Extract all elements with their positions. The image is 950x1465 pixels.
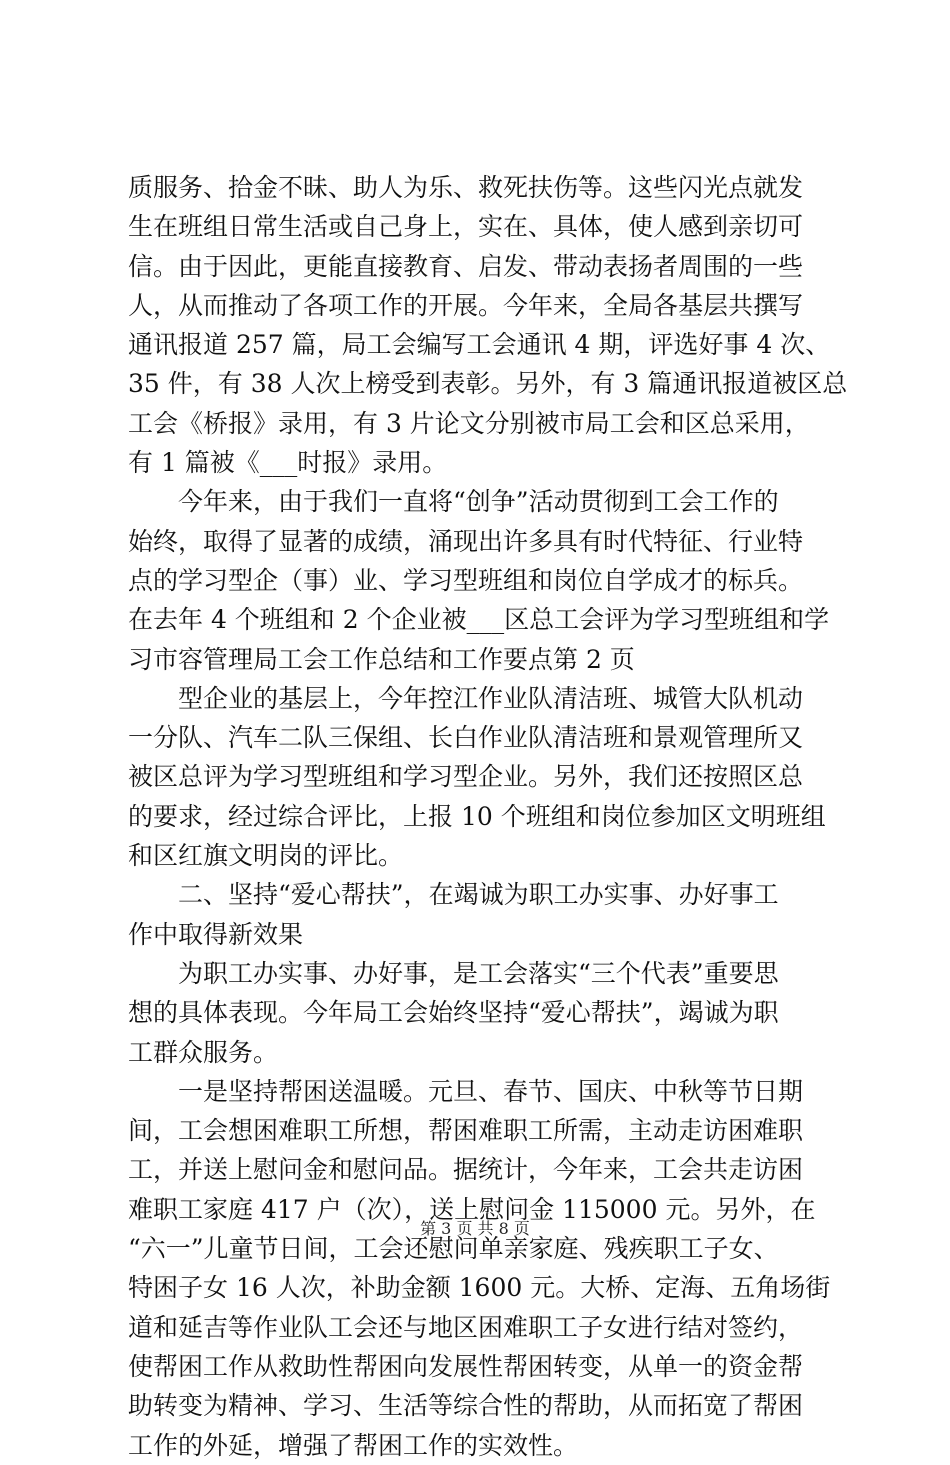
body-line: 质服务、拾金不昧、助人为乐、救死扶伤等。这些闪光点就发 [128, 173, 804, 202]
section-heading: 作中取得新效果 [128, 919, 304, 949]
body-line: 一是坚持帮困送温暖。元旦、春节、国庆、中秋等节日期 [128, 1076, 804, 1106]
body-line: “六一”儿童节日间，工会还慰问单亲家庭、残疾职工子女、 [128, 1234, 779, 1264]
body-line: 被区总评为学习型班组和学习型企业。另外，我们还按照区总 [128, 762, 804, 792]
body-line: 想的具体表现。今年局工会始终坚持“爱心帮扶”，竭诚为职 [128, 998, 779, 1028]
body-line: 工会《桥报》录用，有 3 片论文分别被市局工会和区总采用， [128, 408, 810, 438]
body-line: 和区红旗文明岗的评比。 [128, 841, 404, 871]
body-line: 型企业的基层上，今年控江作业队清洁班、城管大队机动 [128, 683, 804, 713]
body-line: 在去年 4 个班组和 2 个企业被___区总工会评为学习型班组和学 [128, 605, 830, 635]
body-line: 间，工会想困难职工所想，帮困难职工所需，主动走访困难职 [128, 1116, 804, 1146]
body-line: 助转变为精神、学习、生活等综合性的帮助，从而拓宽了帮困 [128, 1391, 804, 1421]
body-line: 通讯报道 257 篇，局工会编写工会通讯 4 期，评选好事 4 次、 [128, 330, 831, 360]
body-line: 道和延吉等作业队工会还与地区困难职工子女进行结对签约， [128, 1312, 804, 1342]
body-line: 信。由于因此，更能直接教育、启发、带动表扬者周围的一些 [128, 251, 804, 281]
body-line: 生在班组日常生活或自己身上，实在、具体，使人感到亲切可 [128, 212, 804, 242]
body-line: 有 1 篇被《___时报》录用。 [128, 448, 448, 478]
body-line: 人，从而推动了各项工作的开展。今年来，全局各基层共撰写 [128, 290, 804, 320]
body-line: 一分队、汽车二队三保组、长白作业队清洁班和景观管理所又 [128, 723, 804, 753]
section-heading: 二、坚持“爱心帮扶”，在竭诚为职工办实事、办好事工 [128, 880, 779, 910]
body-line: 工群众服务。 [128, 1037, 279, 1067]
body-line: 使帮困工作从救助性帮困向发展性帮困转变，从单一的资金帮 [128, 1351, 804, 1381]
body-line: 点的学习型企（事）业、学习型班组和岗位自学成才的标兵。 [128, 565, 804, 595]
body-line: 为职工办实事、办好事，是工会落实“三个代表”重要思 [128, 958, 779, 988]
document-body [128, 168, 848, 1465]
body-line: 特困子女 16 人次，补助金额 1600 元。大桥、定海、五角场街 [128, 1273, 831, 1303]
body-line: 难职工家庭 417 户（次），送上慰问金 115000 元。另外，在 [128, 1194, 816, 1224]
body-line: 习市容管理局工会工作总结和工作要点第 2 页 [128, 644, 635, 674]
body-line: 工，并送上慰问金和慰问品。据统计，今年来，工会共走访困 [128, 1155, 804, 1185]
body-line: 35 件，有 38 人次上榜受到表彰。另外，有 3 篇通讯报道被区总 [128, 369, 848, 399]
body-line: 始终，取得了显著的成绩，涌现出许多具有时代特征、行业特 [128, 526, 804, 556]
page-number-footer: 第 3 页 共 8 页 [420, 1219, 530, 1238]
body-line: 工作的外延，增强了帮困工作的实效性。 [128, 1430, 579, 1460]
body-line: 的要求，经过综合评比，上报 10 个班组和岗位参加区文明班组 [128, 801, 826, 831]
body-line: 今年来，由于我们一直将“创争”活动贯彻到工会工作的 [128, 487, 779, 517]
